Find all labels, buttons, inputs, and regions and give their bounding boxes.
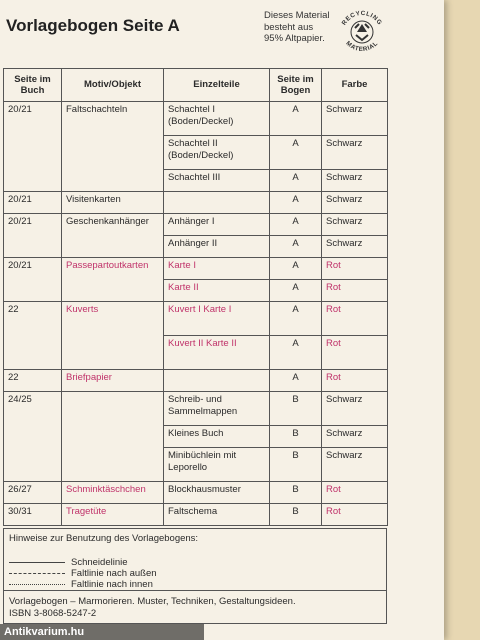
- cell-farbe: Rot: [322, 258, 388, 280]
- cell-teil: Schachtel III: [164, 170, 270, 192]
- cell-bogen: A: [270, 236, 322, 258]
- table-row: [4, 482, 388, 504]
- cell-motiv: [62, 392, 164, 482]
- cell-bogen: A: [270, 370, 322, 392]
- cell-bogen: A: [270, 336, 322, 370]
- cell-farbe: Schwarz: [322, 236, 388, 258]
- cell-bogen: B: [270, 426, 322, 448]
- legend-label: Faltlinie nach außen: [71, 568, 157, 579]
- cell-farbe: Schwarz: [322, 426, 388, 448]
- legend-item-cut: [9, 557, 381, 568]
- cell-teil: Kuvert II Karte II: [164, 336, 270, 370]
- cell-teil: Kuvert I Karte I: [164, 302, 270, 336]
- cell-farbe: Schwarz: [322, 448, 388, 482]
- vorlage-table: [3, 68, 388, 526]
- cell-teil: Anhänger II: [164, 236, 270, 258]
- footer-book-title: Vorlagebogen – Marmorieren. Muster, Techniken, Gestaltungsideen.: [9, 596, 296, 607]
- cell-teil: Schachtel I (Boden/Deckel): [164, 102, 270, 136]
- cell-seite: 24/25: [4, 392, 62, 482]
- cell-seite: 30/31: [4, 504, 62, 526]
- cell-teil: [164, 192, 270, 214]
- cell-bogen: A: [270, 214, 322, 236]
- cell-bogen: B: [270, 448, 322, 482]
- cell-seite: 20/21: [4, 102, 62, 192]
- cell-farbe: Schwarz: [322, 170, 388, 192]
- recycling-line-1: Dieses Material: [264, 10, 330, 21]
- cell-bogen: A: [270, 258, 322, 280]
- cell-seite: 20/21: [4, 258, 62, 302]
- cell-teil: Faltschema: [164, 504, 270, 526]
- cell-farbe: Rot: [322, 504, 388, 526]
- usage-notes: [3, 528, 387, 590]
- cell-teil: Karte II: [164, 280, 270, 302]
- cell-bogen: A: [270, 170, 322, 192]
- table-row: [4, 370, 388, 392]
- cell-teil: Schreib- und Sammelmappen: [164, 392, 270, 426]
- table-row: [4, 102, 388, 136]
- table-row: [4, 192, 388, 214]
- table-row: [4, 258, 388, 280]
- svg-text:MATERIAL: MATERIAL: [344, 39, 380, 54]
- table-row: [4, 302, 388, 336]
- cell-motiv: Visitenkarten: [62, 192, 164, 214]
- cell-bogen: A: [270, 192, 322, 214]
- table-row: [4, 214, 388, 236]
- cell-motiv: Kuverts: [62, 302, 164, 370]
- cell-farbe: Rot: [322, 370, 388, 392]
- cell-teil: Minibüchlein mit Leporello: [164, 448, 270, 482]
- page-title: Vorlagebogen Seite A: [6, 16, 180, 35]
- cell-farbe: Rot: [322, 336, 388, 370]
- cell-farbe: Rot: [322, 302, 388, 336]
- cell-bogen: B: [270, 482, 322, 504]
- solid-line-icon: [9, 562, 65, 563]
- cell-bogen: A: [270, 102, 322, 136]
- cell-teil: Kleines Buch: [164, 426, 270, 448]
- cell-teil: Blockhausmuster: [164, 482, 270, 504]
- cell-bogen: A: [270, 136, 322, 170]
- svg-text:RECYCLING: RECYCLING: [340, 9, 384, 27]
- cell-farbe: Rot: [322, 482, 388, 504]
- cell-motiv: Schminktäschchen: [62, 482, 164, 504]
- col-header-einzelteile: Einzelteile: [164, 69, 270, 102]
- cell-motiv: Tragetüte: [62, 504, 164, 526]
- cell-bogen: B: [270, 504, 322, 526]
- cell-teil: Anhänger I: [164, 214, 270, 236]
- cell-motiv: Faltschachteln: [62, 102, 164, 192]
- usage-notes-heading: Hinweise zur Benutzung des Vorlagebogens:: [9, 533, 199, 544]
- cell-seite: 20/21: [4, 192, 62, 214]
- line-legend: [9, 557, 381, 590]
- legend-item-fold-in: [9, 579, 381, 590]
- cell-bogen: B: [270, 392, 322, 426]
- cell-teil: Karte I: [164, 258, 270, 280]
- recycling-line-3: 95% Altpapier.: [264, 33, 325, 44]
- footer-isbn: ISBN 3-8068-5247-2: [9, 607, 97, 619]
- col-header-seite-buch: Seite im Buch: [4, 69, 62, 102]
- cell-seite: 22: [4, 302, 62, 370]
- legend-label: Schneidelinie: [71, 557, 128, 568]
- legend-item-fold-out: [9, 568, 381, 579]
- table-row: [4, 504, 388, 526]
- col-header-seite-bogen: Seite im Bogen: [270, 69, 322, 102]
- cell-teil: Schachtel II (Boden/Deckel): [164, 136, 270, 170]
- cell-seite: 26/27: [4, 482, 62, 504]
- cell-farbe: Schwarz: [322, 102, 388, 136]
- cell-motiv: Passepartoutkarten: [62, 258, 164, 302]
- cell-seite: 22: [4, 370, 62, 392]
- cell-motiv: Briefpapier: [62, 370, 164, 392]
- cell-farbe: Schwarz: [322, 214, 388, 236]
- recycling-logo-icon: [334, 4, 390, 60]
- recycling-note: [264, 10, 344, 45]
- dashed-line-icon: [9, 573, 65, 574]
- table-header-row: [4, 69, 388, 102]
- col-header-motiv: Motiv/Objekt: [62, 69, 164, 102]
- col-header-farbe: Farbe: [322, 69, 388, 102]
- legend-label: Faltlinie nach innen: [71, 579, 153, 590]
- watermark: Antikvarium.hu: [0, 624, 204, 640]
- cell-farbe: Schwarz: [322, 192, 388, 214]
- cell-motiv: Geschenkanhänger: [62, 214, 164, 258]
- cell-seite: 20/21: [4, 214, 62, 258]
- cell-farbe: Schwarz: [322, 392, 388, 426]
- cell-farbe: Rot: [322, 280, 388, 302]
- footer-box: [3, 590, 387, 624]
- cell-farbe: Schwarz: [322, 136, 388, 170]
- recycling-line-2: besteht aus: [264, 21, 314, 33]
- cell-bogen: A: [270, 302, 322, 336]
- table-row: [4, 392, 388, 426]
- cell-teil: [164, 370, 270, 392]
- dotted-line-icon: [9, 584, 65, 585]
- cell-bogen: A: [270, 280, 322, 302]
